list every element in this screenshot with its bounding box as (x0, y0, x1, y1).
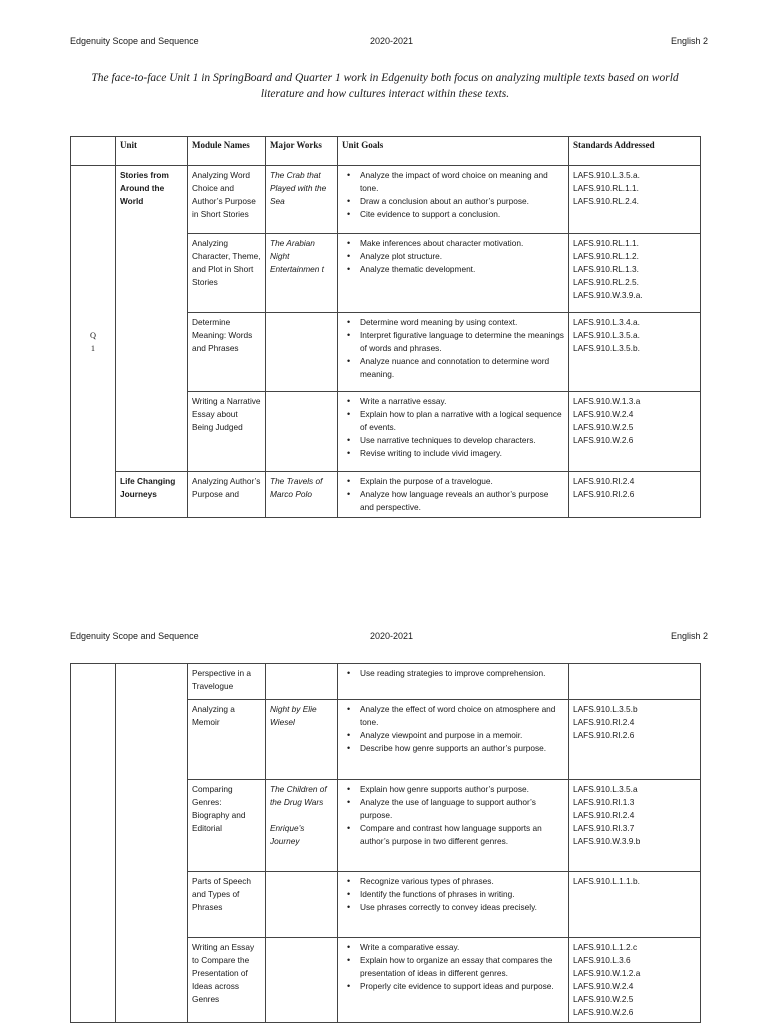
standard-code: LAFS.910.W.2.4 (573, 981, 634, 991)
major-works-cell (266, 313, 338, 392)
unit-goals-list (342, 667, 564, 680)
unit-goal: • Make inferences about character motivation. (342, 237, 564, 250)
header-center: 2020-2021 (370, 631, 414, 641)
standard-code: LAFS.910.L.3.6 (573, 955, 631, 965)
table-row (71, 166, 701, 234)
intro-paragraph: The face-to-face Unit 1 in SpringBoard and Quarter 1 work in Edgenuity both focus on analyzing multiple texts based on world literature and how cultures interact within these texts. (91, 72, 679, 100)
unit-goal: • Explain how to organize an essay that compares the presentation of ideas in different genres. (342, 954, 564, 980)
unit-goals-list (342, 475, 564, 514)
standard-code: LAFS.910.W.2.4 (573, 409, 634, 419)
standard-code: LAFS.910.W.3.9.b (573, 836, 641, 846)
standard-code: LAFS.910.RL.1.1. (573, 183, 639, 193)
module-cell: Writing an Essay to Compare the Presentation of Ideas across Genres (188, 938, 266, 1023)
header-left: Edgenuity Scope and Sequence (70, 36, 199, 46)
unit-goals-cell (338, 166, 569, 234)
unit-goals-list (342, 875, 564, 914)
unit-goal: • Use reading strategies to improve comprehension. (342, 667, 564, 680)
standard-code: LAFS.910.RL.2.4. (573, 196, 639, 206)
unit-goals-list (342, 783, 564, 848)
scope-sequence-table (70, 136, 701, 518)
major-work: Night by Elie Wiesel (270, 704, 317, 727)
major-works-cell (266, 780, 338, 872)
header-cell: Major Works (266, 137, 338, 166)
unit-goal: • Explain the purpose of a travelogue. (342, 475, 564, 488)
unit-goal: • Analyze the impact of word choice on meaning and tone. (342, 169, 564, 195)
unit-goals-list (342, 395, 564, 460)
module-cell: Comparing Genres: Biography and Editorial (188, 780, 266, 872)
major-work: The Travels of Marco Polo (270, 476, 323, 499)
unit-cell: Life Changing Journeys (116, 472, 188, 518)
standard-code: LAFS.910.L.1.2.c (573, 942, 638, 952)
unit-goals-cell (338, 392, 569, 472)
unit-goals-cell (338, 700, 569, 780)
unit-goals-cell (338, 472, 569, 518)
standards-cell (569, 780, 701, 872)
standard-code: LAFS.910.RI.2.6 (573, 489, 635, 499)
header-center: 2020-2021 (370, 36, 414, 46)
table-header-row (71, 137, 701, 166)
unit-goal: • Analyze thematic development. (342, 263, 564, 276)
major-work: The Children of the Drug Wars (270, 784, 327, 807)
standard-code: LAFS.910.W.2.5 (573, 994, 634, 1004)
standards-cell (569, 872, 701, 938)
standard-code: LAFS.910.L.3.5.b (573, 704, 638, 714)
unit-goal: • Analyze viewpoint and purpose in a memoir. (342, 729, 564, 742)
unit-goal: • Draw a conclusion about an author’s purpose. (342, 195, 564, 208)
major-works-cell (266, 392, 338, 472)
standard-code: LAFS.910.W.1.3.a (573, 396, 641, 406)
standard-code: LAFS.910.RI.2.6 (573, 730, 635, 740)
module-cell: Analyzing a Memoir (188, 700, 266, 780)
major-work: Enrique’s Journey (270, 823, 305, 846)
standard-code: LAFS.910.L.3.5.b. (573, 343, 640, 353)
unit-goal: • Interpret figurative language to determine the meanings of words and phrases. (342, 329, 564, 355)
standard-code: LAFS.910.RL.2.5. (573, 277, 639, 287)
unit-goal: • Analyze how language reveals an author’s purpose and perspective. (342, 488, 564, 514)
standards-cell (569, 938, 701, 1023)
unit-goals-list (342, 941, 564, 993)
header-left: Edgenuity Scope and Sequence (70, 631, 199, 641)
unit-goal: • Write a narrative essay. (342, 395, 564, 408)
major-works-cell (266, 166, 338, 234)
unit-goal: • Analyze the effect of word choice on atmosphere and tone. (342, 703, 564, 729)
standard-code: LAFS.910.RL.1.2. (573, 251, 639, 261)
unit-goals-list (342, 703, 564, 755)
major-works-cell (266, 664, 338, 700)
standard-code: LAFS.910.L.3.5.a (573, 784, 638, 794)
header-cell: Unit Goals (338, 137, 569, 166)
header-right: English 2 (670, 36, 708, 46)
unit-goal: • Revise writing to include vivid imagery. (342, 447, 564, 460)
standards-cell (569, 166, 701, 234)
standard-code: LAFS.910.L.3.5.a. (573, 330, 640, 340)
unit-goal: • Describe how genre supports an author’s purpose. (342, 742, 564, 755)
major-work: The Crab that Played with the Sea (270, 170, 327, 206)
unit-goal: • Use narrative techniques to develop characters. (342, 434, 564, 447)
quarter-label-line: 1 (90, 343, 96, 353)
table-row (71, 664, 701, 700)
standard-code: LAFS.910.RI.3.7 (573, 823, 635, 833)
standards-cell (569, 664, 701, 700)
header-cell-quarter (71, 137, 116, 166)
header-cell: Standards Addressed (569, 137, 701, 166)
standards-cell (569, 392, 701, 472)
unit-goal: • Explain how genre supports author’s purpose. (342, 783, 564, 796)
standard-code: LAFS.910.RI.2.4 (573, 476, 635, 486)
unit-goal: • Write a comparative essay. (342, 941, 564, 954)
standard-code: LAFS.910.RI.2.4 (573, 810, 635, 820)
unit-goal: • Analyze nuance and connotation to determine word meaning. (342, 355, 564, 381)
unit-goals-cell (338, 664, 569, 700)
standards-cell (569, 700, 701, 780)
module-cell: Determine Meaning: Words and Phrases (188, 313, 266, 392)
unit-goals-list (342, 316, 564, 381)
standard-code: LAFS.910.L.1.1.b. (573, 876, 640, 886)
unit-goal: • Identify the functions of phrases in writing. (342, 888, 564, 901)
standard-code: LAFS.910.W.1.2.a (573, 968, 641, 978)
unit-goals-list (342, 237, 564, 276)
module-cell: Analyzing Character, Theme, and Plot in Short Stories (188, 234, 266, 313)
standard-code: LAFS.910.RL.1.1. (573, 238, 639, 248)
table-row (71, 472, 701, 518)
unit-goals-cell (338, 313, 569, 392)
unit-goal: • Determine word meaning by using context. (342, 316, 564, 329)
standard-code: LAFS.910.L.3.5.a. (573, 170, 640, 180)
unit-goals-cell (338, 872, 569, 938)
standard-code: LAFS.910.W.2.5 (573, 422, 634, 432)
major-works-cell (266, 234, 338, 313)
unit-goal: • Compare and contrast how language supports an author’s purpose in two different genres. (342, 822, 564, 848)
module-cell: Perspective in a Travelogue (188, 664, 266, 700)
header-cell: Module Names (188, 137, 266, 166)
standard-code: LAFS.910.W.3.9.a. (573, 290, 643, 300)
unit-goal: • Recognize various types of phrases. (342, 875, 564, 888)
module-cell: Parts of Speech and Types of Phrases (188, 872, 266, 938)
module-cell: Writing a Narrative Essay about Being Judged (188, 392, 266, 472)
major-work: The Arabian Night Entertainmen t (270, 238, 324, 274)
standards-cell (569, 234, 701, 313)
unit-goals-cell (338, 780, 569, 872)
module-cell: Analyzing Word Choice and Author’s Purpose in Short Stories (188, 166, 266, 234)
standards-cell (569, 472, 701, 518)
unit-goal: • Properly cite evidence to support ideas and purpose. (342, 980, 564, 993)
unit-goals-cell (338, 234, 569, 313)
standard-code: LAFS.910.RL.1.3. (573, 264, 639, 274)
quarter-label-cell (71, 166, 116, 518)
unit-goal: • Cite evidence to support a conclusion. (342, 208, 564, 221)
major-works-cell (266, 472, 338, 518)
unit-goals-cell (338, 938, 569, 1023)
standard-code: LAFS.910.W.2.6 (573, 1007, 634, 1017)
unit-cell: Stories from Around the World (116, 166, 188, 472)
major-works-cell (266, 872, 338, 938)
page-header (70, 631, 708, 645)
document-page-2 (0, 595, 768, 1024)
standard-code: LAFS.910.W.2.6 (573, 435, 634, 445)
standard-code: LAFS.910.RI.1.3 (573, 797, 635, 807)
quarter-cell-empty (71, 664, 116, 1023)
module-cell: Analyzing Author’s Purpose and (188, 472, 266, 518)
unit-goal: • Analyze the use of language to support author’s purpose. (342, 796, 564, 822)
header-cell: Unit (116, 137, 188, 166)
major-works-cell (266, 700, 338, 780)
unit-goal: • Analyze plot structure. (342, 250, 564, 263)
unit-cell-empty (116, 664, 188, 1023)
unit-goal: • Use phrases correctly to convey ideas precisely. (342, 901, 564, 914)
major-works-cell (266, 938, 338, 1023)
standards-cell (569, 313, 701, 392)
scope-sequence-table-continued (70, 663, 701, 1023)
standard-code: LAFS.910.RI.2.4 (573, 717, 635, 727)
header-right: English 2 (670, 631, 708, 641)
page-header (70, 36, 708, 50)
standard-code: LAFS.910.L.3.4.a. (573, 317, 640, 327)
quarter-label-line: Q (90, 330, 96, 340)
unit-goals-list (342, 169, 564, 221)
unit-goal: • Explain how to plan a narrative with a logical sequence of events. (342, 408, 564, 434)
